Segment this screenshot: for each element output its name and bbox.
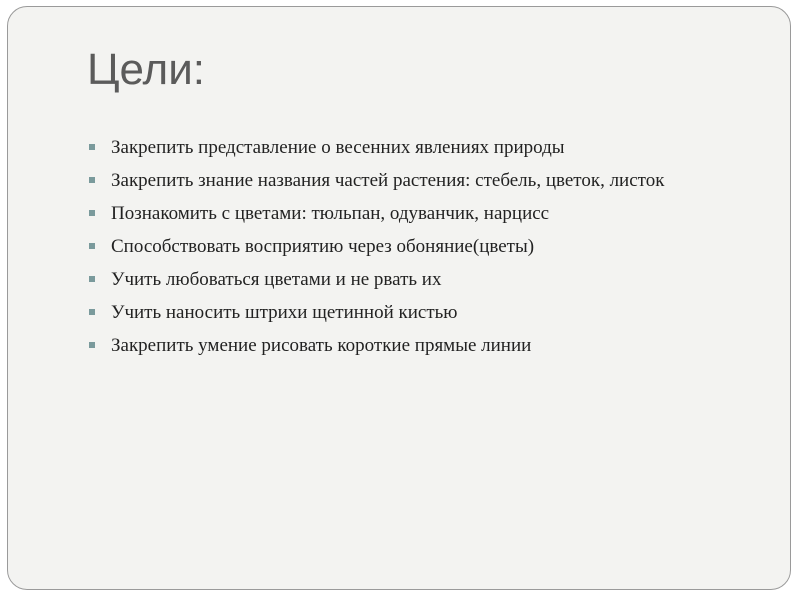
goal-text: Способствовать восприятию через обоняние(цветы) [111, 236, 535, 257]
goal-text: Закрепить умение рисовать короткие прямые линии [111, 335, 532, 356]
goal-item [89, 235, 689, 259]
square-bullet-icon [89, 276, 95, 282]
goal-item [89, 169, 689, 193]
goal-text: Учить любоваться цветами и не рвать их [111, 269, 442, 290]
goal-text: Познакомить с цветами: тюльпан, одуванчик, нарцисс [111, 203, 550, 224]
goal-text: Закрепить знание названия частей растения: стебель, цветок, листок [111, 170, 665, 191]
goal-item [89, 136, 689, 160]
goal-item [89, 301, 689, 325]
goal-item [89, 334, 689, 358]
square-bullet-icon [89, 309, 95, 315]
goals-list [89, 136, 689, 367]
goal-text: Закрепить представление о весенних явлениях природы [111, 137, 565, 158]
square-bullet-icon [89, 177, 95, 183]
square-bullet-icon [89, 342, 95, 348]
goal-item [89, 268, 689, 292]
slide-title: Цели: [87, 45, 206, 94]
goal-text: Учить наносить штрихи щетинной кистью [111, 302, 458, 323]
goal-item [89, 202, 689, 226]
square-bullet-icon [89, 144, 95, 150]
square-bullet-icon [89, 243, 95, 249]
square-bullet-icon [89, 210, 95, 216]
